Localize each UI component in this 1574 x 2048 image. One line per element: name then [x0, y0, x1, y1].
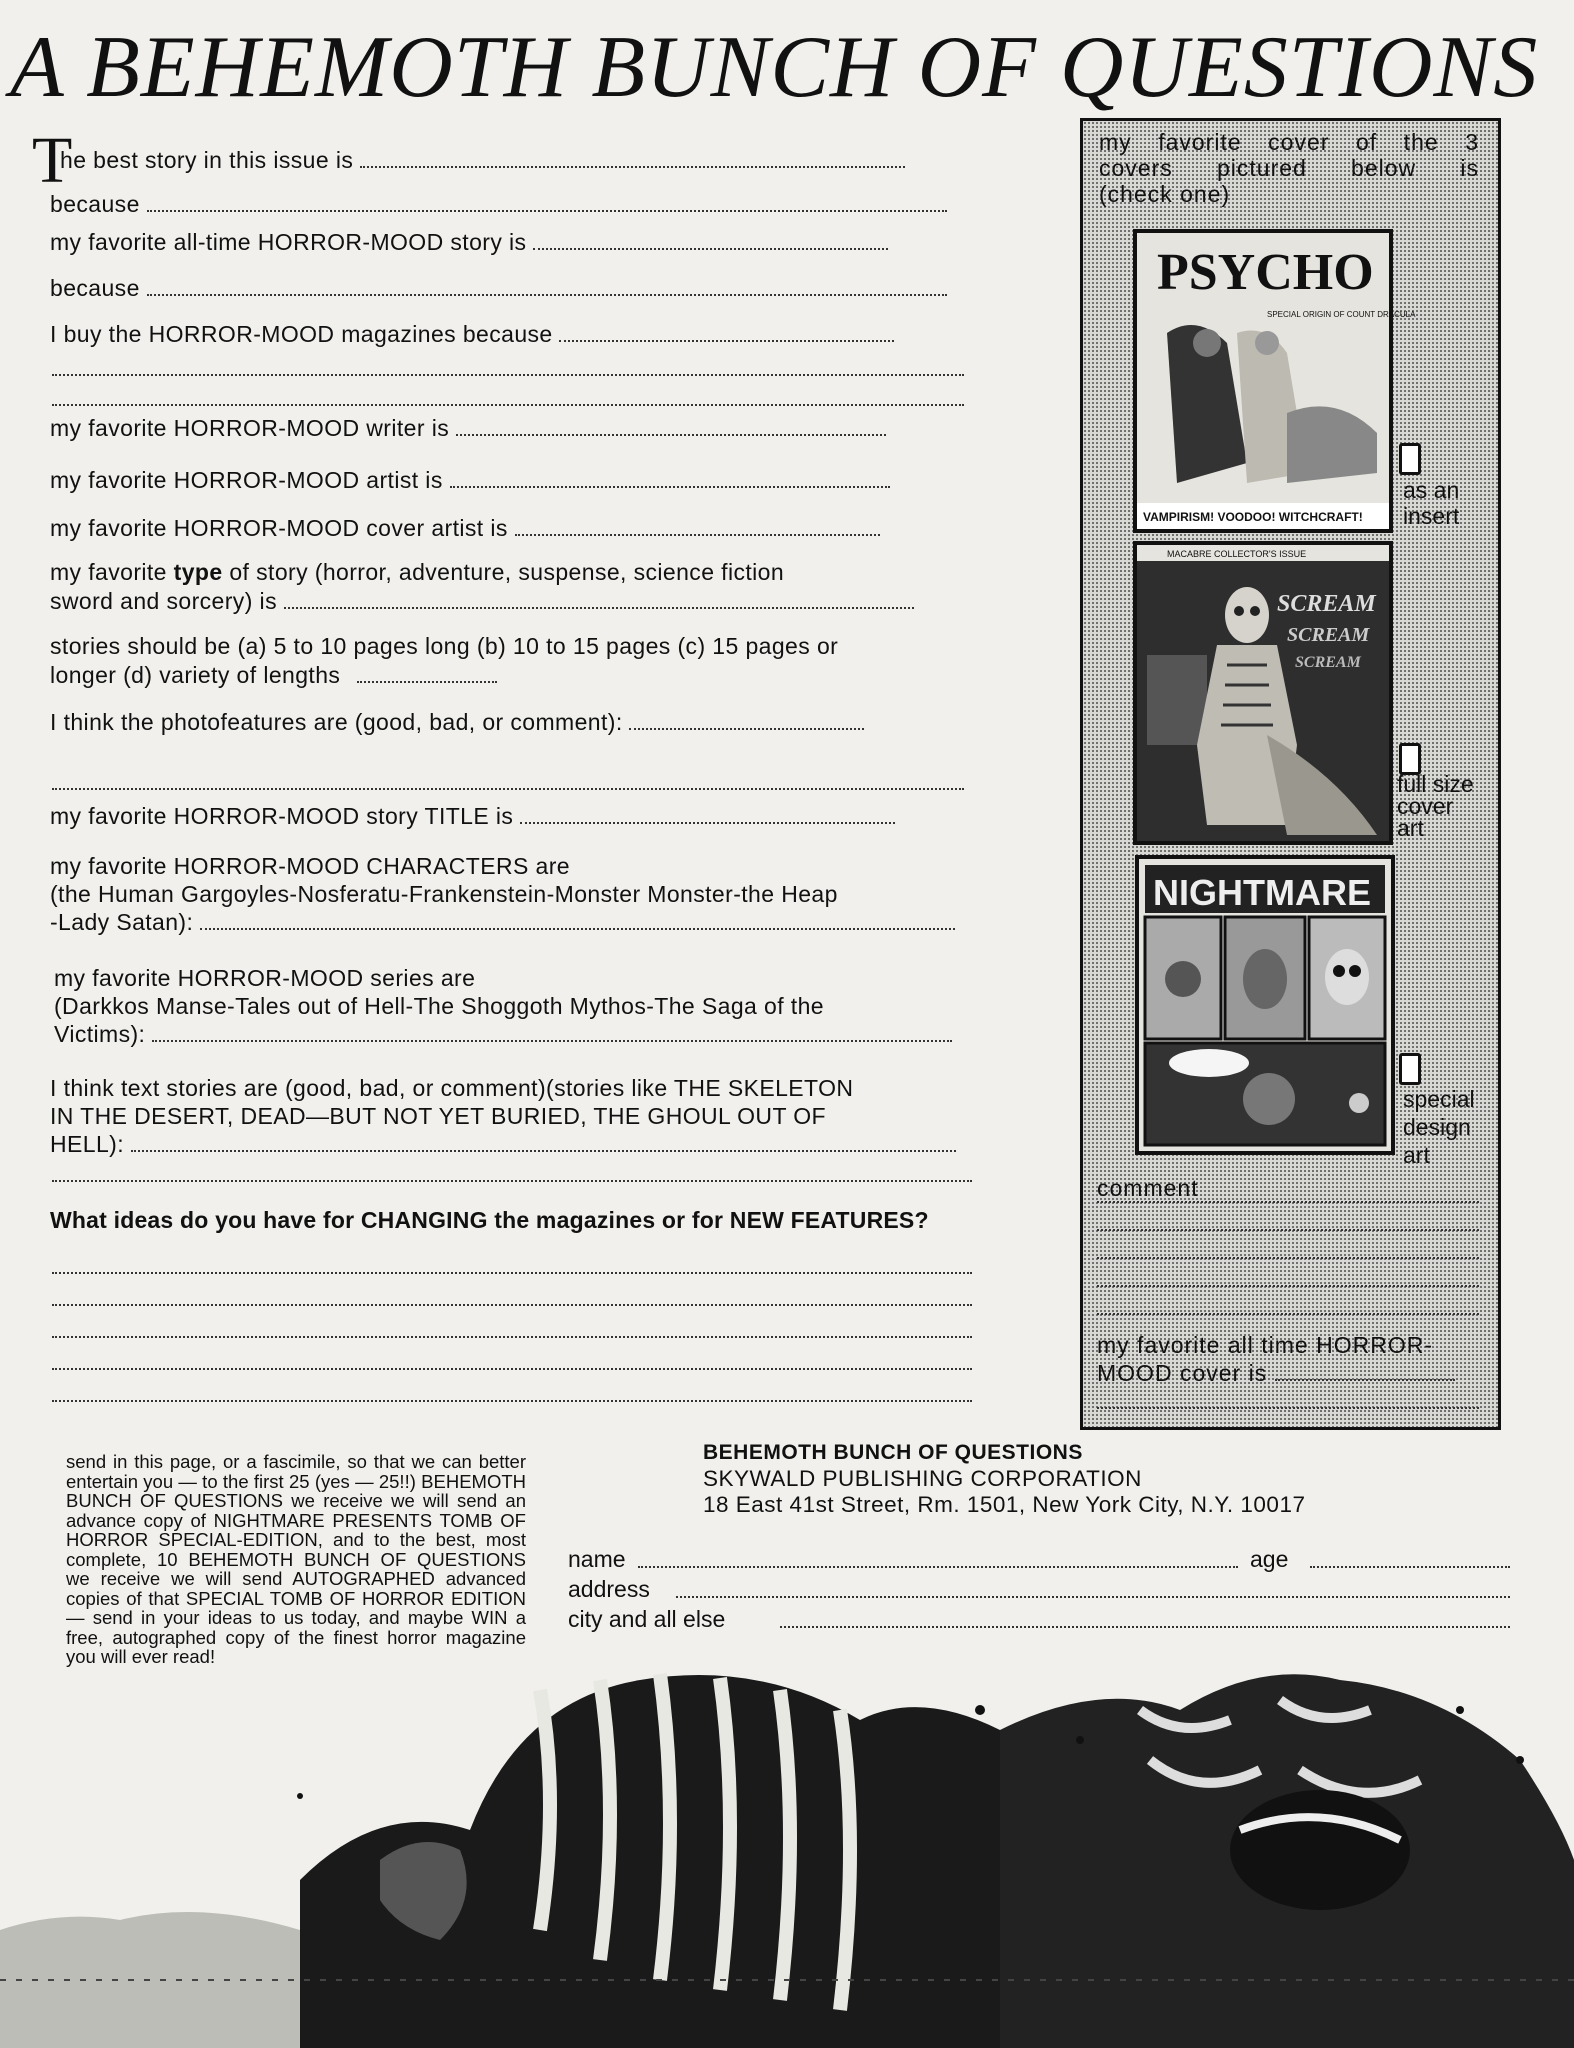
drop-cap: T [32, 124, 73, 197]
answer-line[interactable] [52, 404, 964, 406]
question-story-type: my favorite type of story (horror, adventure, suspense, science fiction sword and sorcery) is [50, 558, 970, 616]
question-story-title: my favorite HORROR-MOOD story TITLE is [50, 802, 970, 831]
answer-line[interactable] [152, 1024, 952, 1042]
checkbox-psycho[interactable] [1399, 443, 1421, 475]
checkbox-nightmare[interactable] [1399, 1053, 1421, 1085]
answer-line[interactable] [450, 470, 890, 488]
answer-line[interactable] [515, 518, 880, 536]
answer-line[interactable] [52, 1180, 972, 1182]
question-writer: my favorite HORROR-MOOD writer is [50, 414, 970, 443]
answer-line[interactable] [200, 912, 955, 930]
answer-line[interactable] [629, 712, 864, 730]
answer-line[interactable] [52, 788, 964, 790]
answer-line[interactable] [52, 1368, 972, 1370]
answer-line[interactable] [533, 232, 888, 250]
checkbox-scream-label: full size cover art [1397, 771, 1474, 841]
fav-cover-question: my favorite all time HORROR- MOOD cover is [1097, 1331, 1455, 1387]
name-field-label: name [568, 1546, 626, 1572]
cover-psycho-bottom-text: VAMPIRISM! VOODOO! WITCHCRAFT! [1143, 510, 1363, 524]
send-in-text: send in this page, or a fascimile, so that we can better entertain you — to the first 25 (yes — 25!!) BEHEMOTH BUNCH OF QUESTIONS we receive we will send an advance copy of NIGHTMARE PRESENTS TOMB OF HORROR SPECIAL-EDITION, and to the best, most complete, 10 BEHEMOTH BUNCH OF QUESTIONS we receive we will send AUTOGRAPHED advanced copies of that SPECIAL TOMB OF HORROR EDITION — send in your ideas to us today, and maybe WIN a free, autographed copy of the finest horror magazine you will ever read! [66, 1451, 526, 1667]
question-alltime-story: my favorite all-time HORROR-MOOD story is [50, 228, 970, 257]
cover-scream-masthead-2: SCREAM [1287, 624, 1370, 646]
comment-label: comment [1097, 1175, 1199, 1201]
address-field[interactable] [676, 1596, 1510, 1598]
age-field[interactable] [1310, 1566, 1510, 1568]
cover-nightmare-masthead: NIGHTMARE [1153, 872, 1371, 913]
creature-illustration [0, 1600, 1574, 2048]
question-best-story: T he best story in this issue is [50, 146, 970, 175]
question-series: my favorite HORROR-MOOD series are (Darkkos Manse-Tales out of Hell-The Shoggoth Mythos-The Saga of the Victims): [54, 964, 974, 1048]
answer-line[interactable] [147, 278, 947, 296]
comment-line[interactable] [1097, 1229, 1479, 1231]
address-field-label: address [568, 1576, 650, 1602]
comment-line[interactable] [1097, 1313, 1479, 1315]
cover-scream-masthead-3: SCREAM [1295, 654, 1361, 671]
cover-poll-intro: my favorite cover of the 3 covers pictured below is (check one) [1099, 129, 1479, 207]
cover-psycho-masthead: PSYCHO [1157, 244, 1374, 301]
answer-line[interactable] [52, 1400, 972, 1402]
cover-scream [1133, 541, 1393, 845]
question-new-features: What ideas do you have for CHANGING the magazines or for NEW FEATURES? [50, 1207, 929, 1233]
answer-line[interactable] [520, 806, 895, 824]
fav-cover-line[interactable] [1097, 1407, 1479, 1409]
question-story-length: stories should be (a) 5 to 10 pages long (b) 10 to 15 pages (c) 15 pages or longer (d) variety of lengths [50, 633, 839, 688]
answer-line[interactable] [131, 1134, 956, 1152]
cover-psycho [1133, 229, 1416, 533]
answer-line[interactable] [147, 194, 947, 212]
question-artist: my favorite HORROR-MOOD artist is [50, 466, 970, 495]
answer-line[interactable] [52, 1272, 972, 1274]
question-photofeatures: I think the photofeatures are (good, bad, or comment): [50, 708, 970, 737]
comment-line[interactable] [1097, 1257, 1479, 1259]
cover-scream-top-text: MACABRE COLLECTOR'S ISSUE [1167, 549, 1307, 559]
checkbox-psycho-label: as an insert [1403, 477, 1460, 529]
cover-psycho-top-text: SPECIAL ORIGIN OF COUNT DRACULA [1267, 310, 1416, 319]
cover-poll-panel [1080, 118, 1501, 1430]
comment-line[interactable] [1097, 1285, 1479, 1287]
mailing-address: BEHEMOTH BUNCH OF QUESTIONS SKYWALD PUBLISHING CORPORATION 18 East 41st Street, Rm. 1501, New York City, N.Y. 10017 [703, 1441, 1306, 1517]
answer-line[interactable] [357, 665, 497, 683]
answer-line[interactable] [52, 1336, 972, 1338]
answer-line[interactable] [360, 150, 905, 168]
answer-line[interactable] [456, 418, 886, 436]
city-field-label: city and all else [568, 1606, 726, 1632]
cover-scream-art [1137, 545, 1389, 841]
question-text-stories: I think text stories are (good, bad, or comment)(stories like THE SKELETON IN THE DESERT, DEAD—BUT NOT YET BURIED, THE GHOUL OUT OF HELL): [50, 1074, 970, 1158]
question-cover-artist: my favorite HORROR-MOOD cover artist is [50, 514, 970, 543]
question-characters: my favorite HORROR-MOOD CHARACTERS are (the Human Gargoyles-Nosferatu-Frankenstein-Monster Monster-the Heap -Lady Satan): [50, 852, 970, 936]
answer-line[interactable] [52, 374, 964, 376]
fav-cover-line[interactable] [1275, 1363, 1455, 1381]
checkbox-nightmare-label: special design art [1403, 1086, 1475, 1168]
answer-line[interactable] [559, 324, 894, 342]
age-field-label: age [1250, 1546, 1289, 1572]
question-best-story-because: because [50, 190, 970, 219]
comment-line[interactable] [1097, 1201, 1479, 1203]
cover-psycho-art [1137, 233, 1416, 529]
question-buy-because: I buy the HORROR-MOOD magazines because [50, 320, 970, 349]
cover-nightmare [1135, 855, 1395, 1155]
cover-scream-masthead-1: SCREAM [1277, 591, 1376, 617]
cover-nightmare-art [1139, 859, 1391, 1151]
page-title: A BEHEMOTH BUNCH OF QUESTIONS [10, 19, 1539, 116]
answer-line[interactable] [284, 591, 914, 609]
name-field[interactable] [638, 1566, 1238, 1568]
question-alltime-because: because [50, 274, 970, 303]
answer-line[interactable] [52, 1304, 972, 1306]
